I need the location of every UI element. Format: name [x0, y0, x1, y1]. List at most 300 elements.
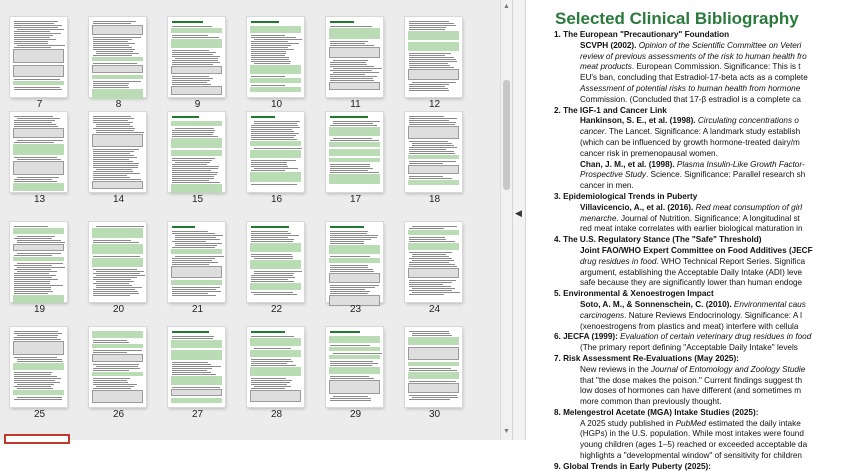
thumb-text-line — [409, 381, 456, 382]
thumb-highlight-box — [13, 295, 64, 303]
thumb-text-line — [172, 364, 211, 365]
thumb-text-line — [251, 61, 291, 62]
thumb-text-line — [93, 128, 135, 129]
thumb-text-line — [409, 147, 457, 148]
thumb-text-line — [172, 26, 212, 27]
thumb-text-line — [251, 239, 294, 240]
citation-line — [554, 224, 854, 235]
thumb-text-line — [251, 361, 293, 362]
thumb-text-line — [96, 132, 144, 133]
thumb-text-line — [93, 151, 134, 152]
citation-text: . Science. Significance: Parallel research sh — [646, 170, 806, 180]
thumb-text-line — [14, 376, 57, 377]
citation-text: red meat intake correlates with earlier biological maturation in — [580, 224, 803, 234]
thumb-text-line — [175, 245, 217, 246]
thumb-text-line — [14, 269, 51, 270]
citation-text: Joint FAO/WHO Expert Committee on Food Additives (JECF — [580, 245, 813, 255]
thumb-table — [408, 347, 459, 360]
thumb-text-line — [93, 295, 130, 296]
citation-text: . Journal of Nutrition. Significance: A longitudinal st — [616, 213, 800, 223]
thumb-text-line — [93, 21, 136, 22]
thumb-text-line — [330, 289, 365, 290]
thumb-text-line — [251, 47, 288, 48]
thumb-text-line — [93, 350, 142, 351]
citation-text: young children (ages 1–5) reached or exceeded acceptable da — [580, 440, 808, 450]
thumb-text-line — [330, 293, 368, 294]
thumb-text-line — [172, 130, 215, 131]
thumb-heading — [330, 21, 354, 23]
thumb-text-line — [251, 184, 297, 185]
section-heading — [554, 289, 854, 300]
page-number-label: 27 — [191, 409, 204, 420]
thumb-text-line — [93, 159, 129, 160]
page-preview — [326, 112, 383, 192]
thumb-text-line — [93, 55, 132, 56]
thumb-highlight-box — [171, 340, 222, 348]
thumb-text-line — [330, 172, 379, 173]
citation-line — [554, 365, 854, 376]
page-number-label: 25 — [33, 409, 46, 420]
thumb-heading — [330, 116, 368, 118]
thumb-text-line — [251, 336, 294, 337]
citation-text: SCVPH (2002). — [580, 40, 639, 50]
thumb-text-line — [175, 237, 216, 238]
thumb-text-line — [14, 285, 63, 286]
citation-text: Red meat consumption of girl — [695, 202, 803, 212]
scrollbar-thumb[interactable] — [503, 80, 510, 190]
thumb-text-line — [409, 163, 443, 164]
thumb-text-line — [254, 168, 298, 169]
thumb-text-line — [172, 289, 216, 290]
page-number-label: 20 — [112, 304, 125, 315]
thumb-text-line — [330, 241, 364, 242]
thumb-text-line — [14, 333, 62, 334]
citation-line — [554, 268, 854, 279]
thumb-text-line — [172, 374, 216, 375]
thumb-text-line — [93, 87, 129, 88]
thumb-text-line — [14, 116, 53, 117]
thumb-text-line — [172, 166, 219, 167]
thumb-text-line — [172, 54, 213, 55]
citation-line — [554, 322, 854, 333]
thumb-text-line — [14, 289, 51, 290]
thumb-highlight-box — [171, 39, 222, 48]
thumb-text-line — [251, 363, 287, 364]
page-number-label: 9 — [194, 99, 201, 110]
thumb-text-line — [251, 53, 286, 54]
thumb-highlight-box — [250, 78, 301, 83]
thumb-text-line — [172, 368, 212, 369]
page-preview — [10, 222, 67, 302]
thumb-text-line — [251, 231, 288, 232]
citation-line — [554, 397, 854, 408]
page-preview — [168, 222, 225, 302]
thumb-text-line — [93, 340, 127, 341]
thumb-text-line — [409, 149, 446, 150]
thumb-text-line — [14, 226, 48, 227]
thumb-text-line — [254, 121, 300, 122]
thumb-table — [92, 25, 143, 35]
thumb-text-line — [251, 359, 291, 360]
page-preview — [168, 17, 225, 97]
thumb-text-line — [14, 380, 55, 381]
thumb-text-line — [172, 370, 207, 371]
thumb-text-line — [172, 52, 216, 53]
thumb-text-line — [409, 120, 449, 121]
page-number-label: 12 — [428, 99, 441, 110]
thumb-text-line — [175, 162, 210, 163]
thumb-text-line — [330, 235, 378, 236]
thumb-text-line — [14, 337, 57, 338]
citation-line — [554, 170, 854, 181]
thumb-text-line — [172, 132, 214, 133]
thumb-text-line — [330, 269, 373, 270]
thumb-text-line — [409, 86, 445, 87]
thumb-text-line — [96, 53, 139, 54]
thumb-text-line — [251, 35, 285, 36]
thumb-text-line — [333, 68, 382, 69]
selected-page-thumbnail[interactable] — [4, 434, 70, 444]
thumb-text-line — [14, 283, 50, 284]
thumb-text-line — [14, 89, 62, 90]
thumb-text-line — [333, 396, 368, 397]
thumb-highlight-box — [408, 372, 459, 379]
thumb-text-line — [409, 55, 445, 56]
thumb-text-line — [172, 170, 211, 171]
citation-text: . The Lancet. Significance: A landmark study establish — [604, 127, 801, 137]
thumb-text-line — [172, 231, 208, 232]
section-heading-text: 9. Global Trends in Early Puberty (2025): — [554, 461, 711, 471]
citation-text: Hankinson, S. E., et al. (1998). — [580, 116, 698, 126]
thumb-highlight-box — [171, 121, 222, 126]
thumb-text-line — [17, 45, 65, 46]
citation-text: drug residues in food — [580, 256, 657, 266]
citation-text: Journal of Entomology and Zoology Studie — [651, 364, 806, 374]
thumb-highlight-box — [250, 283, 301, 290]
thumb-text-line — [96, 271, 144, 272]
thumb-text-line — [251, 129, 292, 130]
thumb-text-line — [330, 164, 370, 165]
thumb-text-line — [93, 47, 132, 48]
scroll-down-arrow-icon[interactable]: ▼ — [503, 428, 510, 435]
section-heading-text: 3. Epidemiological Trends in Puberty — [554, 191, 698, 201]
pane-splitter[interactable] — [512, 0, 526, 440]
thumb-highlight-box — [171, 138, 222, 148]
thumb-text-line — [409, 331, 449, 332]
citation-text: EU's ban, concluding that Estradiol-17-beta acts as a complete — [580, 73, 808, 83]
thumb-text-line — [17, 267, 65, 268]
page-preview — [247, 222, 304, 302]
thumb-text-line — [330, 233, 367, 234]
thumb-text-line — [409, 118, 457, 119]
page-preview — [326, 17, 383, 97]
thumb-text-line — [175, 256, 224, 257]
thumb-text-line — [17, 335, 58, 336]
thumb-text-line — [14, 43, 48, 44]
thumbnail-scrollbar[interactable] — [500, 0, 512, 440]
thumb-text-line — [409, 284, 443, 285]
page-number-label: 17 — [349, 194, 362, 205]
citation-text: (xenoestrogens from plastics and meat) interfere with cellula — [580, 321, 799, 331]
thumb-text-line — [251, 127, 300, 128]
thumb-text-line — [96, 285, 132, 286]
thumb-text-line — [172, 84, 211, 85]
page-preview — [405, 327, 462, 407]
page-preview — [10, 17, 67, 97]
thumb-table — [408, 126, 459, 139]
thumb-text-line — [14, 124, 56, 125]
citation-text: . Nature Reviews Endocrinology. Significance: A l — [624, 310, 802, 320]
thumb-highlight-box — [92, 75, 143, 79]
thumb-text-line — [412, 260, 454, 261]
page-preview — [10, 112, 67, 192]
thumb-highlight-box — [408, 362, 459, 366]
thumb-text-line — [93, 45, 129, 46]
section-heading — [554, 462, 854, 473]
page-preview — [10, 327, 67, 407]
thumb-text-line — [409, 116, 444, 117]
thumb-highlight-box — [13, 257, 64, 261]
thumb-text-line — [251, 135, 296, 136]
thumb-text-line — [251, 55, 285, 56]
thumb-table — [92, 354, 143, 362]
thumb-table — [92, 390, 143, 403]
citation-line — [554, 214, 854, 225]
thumb-highlight-box — [408, 42, 459, 51]
section-heading — [554, 106, 854, 117]
thumb-highlight-box — [329, 245, 380, 254]
thumb-text-line — [409, 395, 457, 396]
thumb-text-line — [175, 128, 214, 129]
thumb-text-line — [330, 398, 371, 399]
thumb-text-line — [175, 243, 222, 244]
thumb-text-line — [175, 239, 220, 240]
thumb-highlight-box — [92, 228, 143, 238]
thumb-text-line — [409, 27, 446, 28]
thumb-text-line — [330, 237, 377, 238]
thumb-text-line — [93, 175, 127, 176]
section-heading-text: 5. Environmental & Xenoestrogen Impact — [554, 289, 714, 299]
thumb-text-line — [409, 258, 452, 259]
citation-text: low doses of hormones can have different (and sometimes m — [580, 386, 802, 396]
scroll-up-arrow-icon[interactable]: ▲ — [503, 3, 510, 10]
thumb-table — [92, 134, 143, 147]
thumb-text-line — [251, 382, 290, 383]
thumb-text-line — [17, 388, 53, 389]
thumb-text-line — [330, 45, 374, 46]
thumb-text-line — [254, 386, 291, 387]
page-number-label: 14 — [112, 194, 125, 205]
citation-text: meat products — [580, 62, 632, 72]
thumb-text-line — [409, 59, 456, 60]
thumb-highlight-box — [250, 338, 301, 346]
thumb-text-line — [254, 123, 297, 124]
citation-text: . European Commission. Significance: This is t — [631, 62, 801, 72]
thumb-highlight-box — [250, 350, 301, 357]
thumb-text-line — [93, 165, 138, 166]
thumb-highlight-box — [171, 376, 222, 385]
citation-text: estimated the daily intake — [706, 418, 801, 428]
thumb-text-line — [172, 247, 215, 248]
thumb-text-line — [172, 164, 207, 165]
thumb-text-line — [93, 388, 131, 389]
thumb-table — [250, 390, 301, 402]
thumb-text-line — [330, 365, 372, 366]
citation-text: (The primary report defining "Acceptable Daily Intake" levels — [580, 343, 798, 353]
thumb-text-line — [93, 179, 141, 180]
thumb-text-line — [14, 399, 62, 400]
thumb-heading — [330, 331, 360, 333]
section-heading-text: 6. JECFA (1999): — [554, 332, 621, 342]
thumb-text-line — [409, 88, 448, 89]
thumb-text-line — [93, 155, 134, 156]
thumb-text-line — [93, 256, 140, 257]
thumb-text-line — [17, 140, 63, 141]
thumb-text-line — [251, 170, 285, 171]
thumb-text-line — [251, 233, 291, 234]
citation-line — [554, 419, 854, 430]
page-preview — [247, 112, 304, 192]
thumb-text-line — [412, 143, 452, 144]
citation-line — [554, 160, 854, 171]
thumb-highlight-box — [92, 331, 143, 338]
thumb-text-line — [14, 279, 58, 280]
thumb-text-line — [251, 380, 292, 381]
page-preview — [405, 222, 462, 302]
thumb-text-line — [409, 57, 454, 58]
thumb-text-line — [172, 60, 218, 61]
page-number-label: 13 — [33, 194, 46, 205]
thumb-text-line — [254, 348, 291, 349]
thumb-text-line — [330, 287, 375, 288]
thumb-highlight-box — [171, 398, 222, 403]
thumb-highlight-box — [408, 31, 459, 40]
page-number-label: 8 — [115, 99, 122, 110]
thumb-highlight-box — [250, 26, 301, 33]
thumb-text-line — [14, 23, 54, 24]
thumb-text-line — [330, 168, 373, 169]
thumb-text-line — [14, 374, 51, 375]
citation-text: argument, establishing the Acceptable Daily Intake (ADI) leve — [580, 267, 803, 277]
thumb-text-line — [93, 37, 141, 38]
page-number-label: 21 — [191, 304, 204, 315]
thumb-text-line — [412, 292, 460, 293]
thumb-heading — [251, 226, 289, 228]
thumb-text-line — [93, 63, 137, 64]
thumb-text-line — [93, 269, 137, 270]
thumb-text-line — [254, 258, 293, 259]
citation-line — [554, 246, 854, 257]
thumb-text-line — [251, 254, 292, 255]
thumb-highlight-box — [92, 372, 143, 376]
thumb-text-line — [93, 41, 128, 42]
thumb-heading — [251, 331, 285, 333]
thumb-highlight-box — [92, 244, 143, 254]
thumb-text-line — [14, 157, 57, 158]
thumb-text-line — [14, 275, 56, 276]
thumb-highlight-box — [408, 243, 459, 250]
document-title: Selected Clinical Bibliography — [555, 9, 799, 28]
thumb-text-line — [409, 151, 454, 152]
thumb-text-line — [14, 357, 57, 358]
thumb-text-line — [172, 338, 213, 339]
thumb-text-line — [14, 331, 58, 332]
thumb-text-line — [93, 382, 128, 383]
thumb-table — [408, 69, 459, 80]
thumb-text-line — [330, 125, 377, 126]
thumb-table — [13, 65, 64, 77]
citation-text: PubMed — [675, 418, 707, 428]
thumb-text-line — [14, 386, 51, 387]
thumb-text-line — [14, 273, 49, 274]
citation-text: safe because they are significantly lower than human endoge — [580, 278, 803, 288]
thumb-text-line — [409, 178, 452, 179]
page-number-label: 28 — [270, 409, 283, 420]
thumb-text-line — [93, 153, 130, 154]
citation-line — [554, 41, 854, 52]
collapse-arrow-icon[interactable]: ◀ — [515, 208, 522, 218]
thumb-text-line — [14, 378, 61, 379]
thumb-text-line — [330, 166, 370, 167]
thumb-highlight-box — [13, 183, 64, 191]
thumb-text-line — [14, 179, 52, 180]
citation-text: Circulating concentrations o — [697, 116, 799, 126]
page-number-label: 24 — [428, 304, 441, 315]
thumb-text-line — [409, 84, 449, 85]
section-heading-text: 2. The IGF-1 and Cancer Link — [554, 105, 667, 115]
citation-text: Soto, A. M., & Sonnenschein, C. (2010). — [580, 299, 734, 309]
thumb-highlight-box — [92, 344, 143, 348]
thumb-text-line — [251, 133, 299, 134]
thumb-text-line — [14, 41, 48, 42]
thumb-table — [92, 181, 143, 189]
thumb-text-line — [409, 286, 451, 287]
citation-text: review of previous assessments of the risk to human health fro — [580, 51, 807, 61]
thumb-text-line — [172, 180, 209, 181]
thumb-text-line — [251, 256, 293, 257]
thumb-text-line — [409, 264, 455, 265]
thumb-text-line — [330, 361, 373, 362]
thumb-text-line — [14, 142, 54, 143]
page-number-label: 15 — [191, 194, 204, 205]
citation-line — [554, 203, 854, 214]
thumb-text-line — [14, 31, 50, 32]
citation-text: menarche — [580, 213, 617, 223]
thumb-text-line — [14, 291, 53, 292]
citation-line — [554, 278, 854, 289]
thumb-text-line — [333, 123, 373, 124]
thumb-heading — [172, 116, 199, 118]
thumb-text-line — [409, 53, 451, 54]
thumb-highlight-box — [329, 336, 380, 343]
thumb-text-line — [93, 273, 140, 274]
thumb-text-line — [409, 21, 449, 22]
thumb-highlight-box — [171, 28, 222, 33]
thumb-text-line — [93, 83, 129, 84]
thumb-text-line — [96, 51, 133, 52]
thumb-table — [329, 47, 380, 58]
thumb-text-line — [14, 265, 52, 266]
thumb-table — [171, 86, 222, 95]
citation-line — [554, 257, 854, 268]
citation-text: Opinion of the Scientific Committee on Veteri — [638, 40, 802, 50]
thumb-highlight-box — [250, 260, 301, 269]
thumb-text-line — [251, 51, 286, 52]
thumb-text-line — [330, 267, 368, 268]
thumb-text-line — [251, 166, 288, 167]
thumb-text-line — [251, 241, 293, 242]
thumb-text-line — [330, 70, 372, 71]
